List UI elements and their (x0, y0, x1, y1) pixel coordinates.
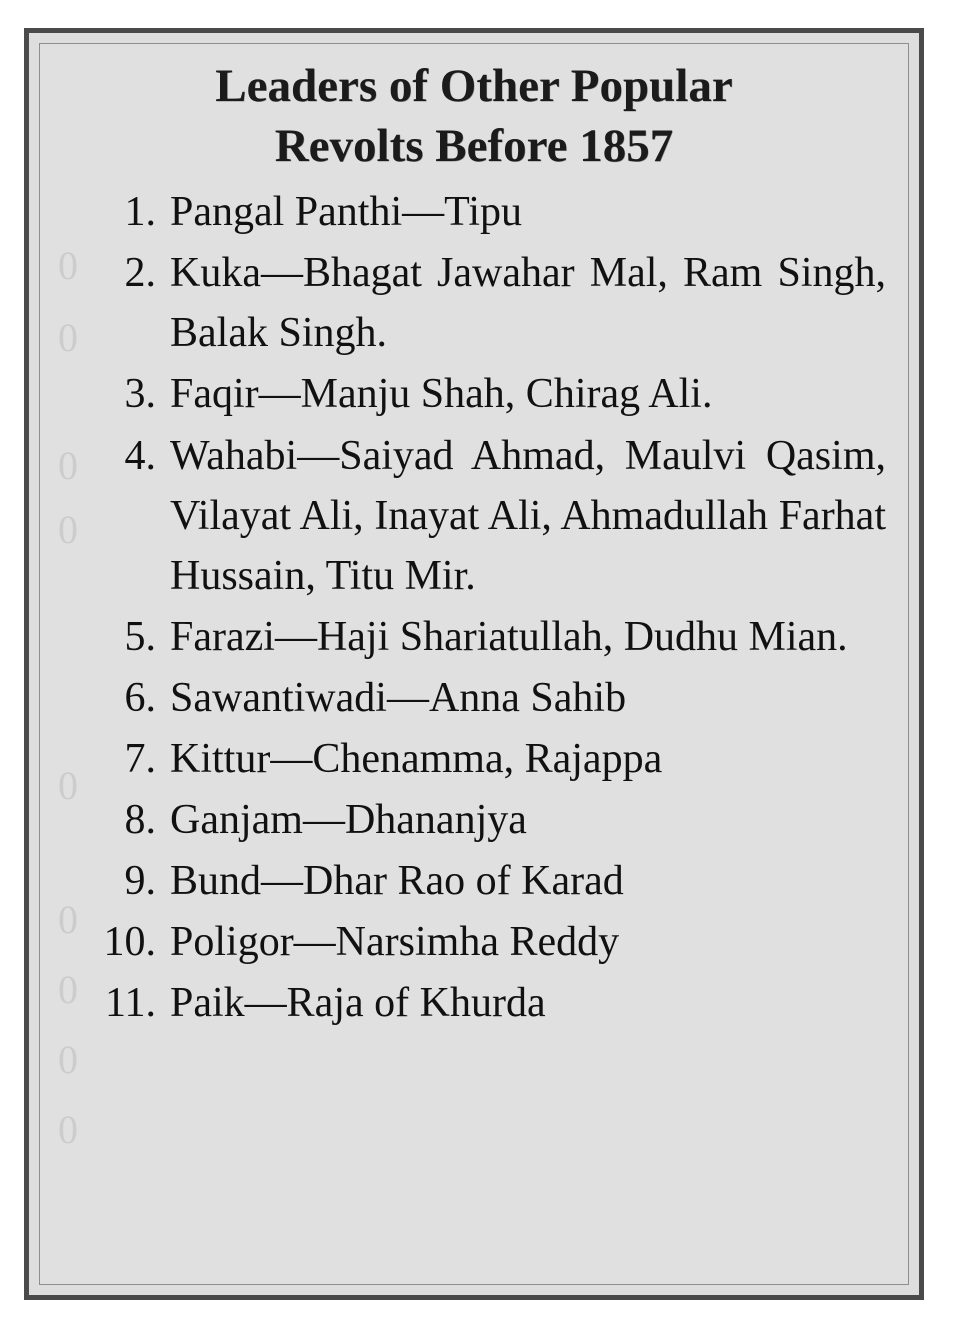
list-item-text: Poligor—Narsimha Reddy (170, 918, 620, 965)
list-item-number: 7. (124, 735, 156, 782)
list-item (58, 182, 890, 242)
list-item-text: Ganjam—Dhananjya (170, 796, 527, 843)
scan-artifact-glyph: 0 (58, 243, 78, 288)
list-item-number: 4. (124, 432, 156, 479)
scan-artifact-glyph: 0 (58, 1107, 78, 1152)
list-item (58, 790, 890, 850)
list-item (58, 851, 890, 911)
list-item-number: 1. (124, 189, 156, 236)
list-item-text: Kuka—Bhagat Jawahar Mal, Ram Singh, Balak Singh. (170, 250, 886, 357)
list-item-text: Kittur—Chenamma, Rajappa (170, 735, 663, 782)
scan-artifact-glyph: 0 (58, 1037, 78, 1082)
list-item (58, 973, 890, 1033)
list-item-number: 11. (105, 979, 156, 1026)
list-item (58, 426, 890, 606)
list-item (58, 607, 890, 667)
list-item-text: Paik—Raja of Khurda (170, 979, 546, 1026)
list-item (58, 668, 890, 728)
list-item (58, 364, 890, 424)
list-item (58, 912, 890, 972)
list-item-number: 5. (124, 613, 156, 660)
list-item-text: Bund—Dhar Rao of Karad (170, 857, 624, 904)
box-title (58, 56, 890, 176)
scan-artifact-glyph: 0 (58, 507, 78, 552)
scan-artifact-glyph: 0 (58, 443, 78, 488)
box-title-line-2: Revolts Before 1857 (274, 120, 674, 173)
list-item-number: 2. (124, 250, 156, 297)
list-item-number: 9. (124, 857, 156, 904)
list-item-number: 10. (103, 918, 156, 965)
list-item-number: 8. (124, 796, 156, 843)
list-item-text: Farazi—Haji Shariatullah, Dudhu Mian. (170, 613, 848, 660)
scan-artifact-glyph: 0 (58, 763, 78, 808)
list-item (58, 243, 890, 363)
boxed-content-inner (39, 43, 909, 1285)
scan-artifact-glyph: 0 (58, 967, 78, 1012)
revolt-leaders-list (58, 182, 890, 1033)
boxed-content-frame (24, 28, 924, 1300)
box-content (40, 44, 908, 1284)
list-item-number: 3. (124, 371, 156, 418)
list-item-number: 6. (124, 674, 156, 721)
scan-artifact-glyph: 0 (58, 897, 78, 942)
list-item-text: Wahabi—Saiyad Ahmad, Maulvi Qasim, Vilayat Ali, Inayat Ali, Ahmadullah Farhat Hussain, Titu Mir. (170, 432, 886, 599)
box-title-line-1: Leaders of Other Popular (215, 60, 733, 112)
scan-artifact-glyph: 0 (58, 315, 78, 360)
list-item-text: Faqir—Manju Shah, Chirag Ali. (170, 371, 713, 418)
list-item-text: Sawantiwadi—Anna Sahib (170, 674, 627, 721)
list-item (58, 729, 890, 789)
list-item-text: Pangal Panthi—Tipu (170, 189, 522, 236)
